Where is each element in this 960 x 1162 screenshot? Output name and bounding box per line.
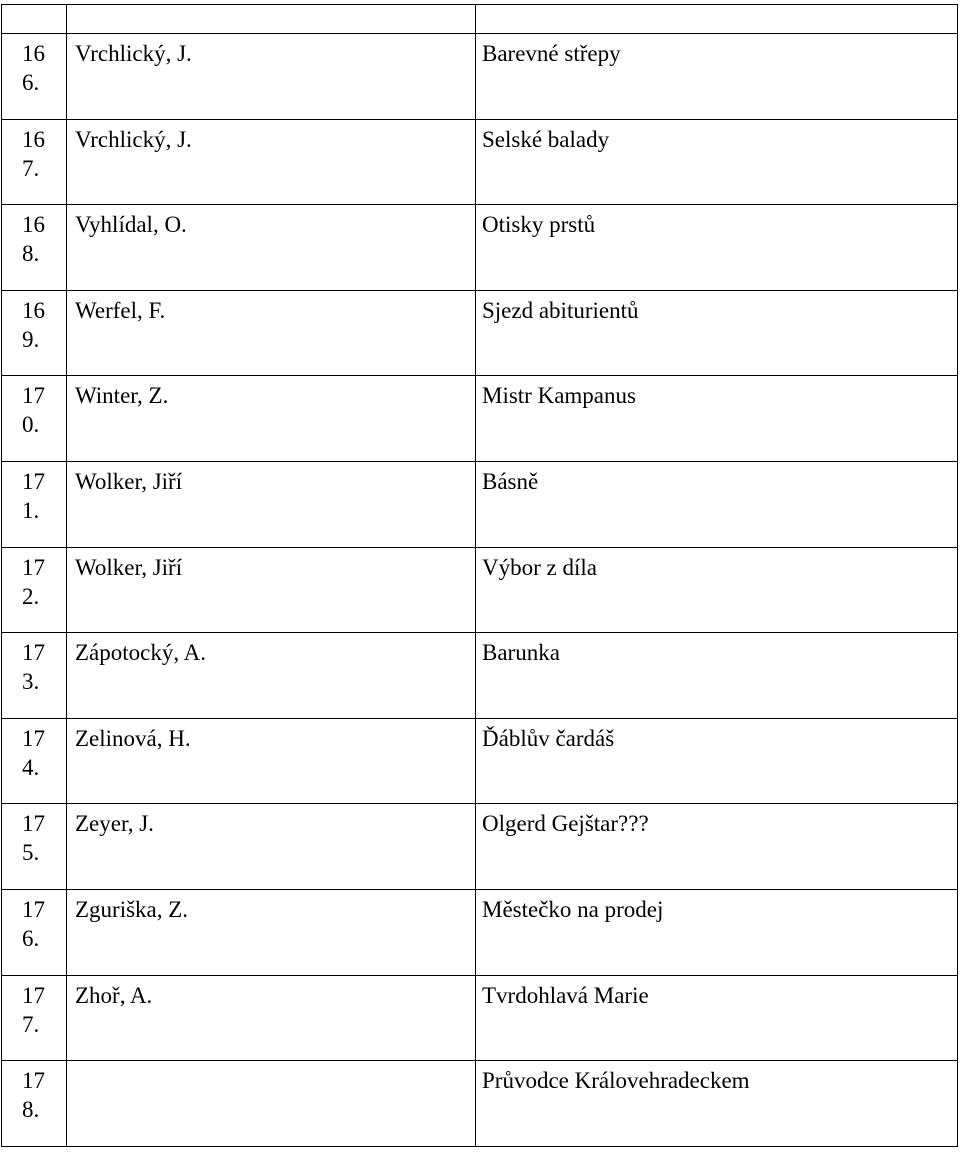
author-name: Werfel, F. — [75, 297, 166, 323]
table-row — [2, 376, 958, 462]
row-number: 166. — [22, 41, 45, 95]
row-number-cell — [2, 718, 67, 804]
author-name — [67, 1061, 475, 1066]
title-cell — [476, 376, 958, 462]
row-number: 171. — [22, 468, 45, 523]
author-name: Wolker, Jiří — [75, 468, 183, 494]
table-row — [2, 975, 958, 1061]
author-name: Zhoř, A. — [75, 982, 153, 1008]
row-number: 178. — [22, 1068, 45, 1123]
row-number-cell — [2, 290, 67, 376]
book-title: Barunka — [482, 640, 560, 666]
author-name: Zeyer, J. — [75, 811, 154, 837]
title-cell — [476, 290, 958, 376]
row-number: 177. — [22, 982, 45, 1037]
title-cell — [476, 34, 958, 120]
book-title: Selské balady — [482, 126, 610, 152]
author-cell — [67, 119, 476, 205]
row-number-cell — [2, 34, 67, 120]
row-number: 172. — [22, 554, 45, 609]
row-number-cell — [2, 1061, 67, 1147]
book-title: Sjezd abiturientů — [482, 297, 639, 323]
header-cell-author — [67, 5, 476, 34]
row-number: 168. — [22, 212, 45, 267]
row-number-cell — [2, 633, 67, 719]
book-title: Básně — [482, 468, 539, 494]
table-row — [2, 205, 958, 291]
row-number: 167. — [22, 126, 45, 181]
author-cell — [67, 633, 476, 719]
title-cell — [476, 633, 958, 719]
row-number-cell — [2, 975, 67, 1061]
title-cell — [476, 718, 958, 804]
author-name: Zguriška, Z. — [75, 896, 189, 922]
author-cell — [67, 205, 476, 291]
row-number-cell — [2, 376, 67, 462]
title-cell — [476, 205, 958, 291]
table-row — [2, 889, 958, 975]
author-name: Wolker, Jiří — [75, 554, 183, 580]
author-name: Vrchlický, J. — [75, 126, 192, 152]
author-cell — [67, 804, 476, 890]
row-number-cell — [2, 889, 67, 975]
book-title: Městečko na prodej — [482, 896, 664, 922]
author-cell — [67, 718, 476, 804]
table-row — [2, 119, 958, 205]
author-cell — [67, 547, 476, 633]
book-title: Mistr Kampanus — [482, 383, 636, 409]
row-number: 173. — [22, 640, 45, 695]
table-row — [2, 461, 958, 547]
table-row — [2, 1061, 958, 1147]
row-number-cell — [2, 804, 67, 890]
row-number-cell — [2, 547, 67, 633]
title-cell — [476, 889, 958, 975]
book-title: Otisky prstů — [482, 212, 596, 238]
author-cell — [67, 461, 476, 547]
table-row — [2, 547, 958, 633]
book-list-table — [1, 4, 958, 1147]
row-number-cell — [2, 461, 67, 547]
title-cell — [476, 804, 958, 890]
author-cell — [67, 1061, 476, 1147]
row-number-cell — [2, 205, 67, 291]
book-title: Výbor z díla — [482, 554, 597, 580]
author-cell — [67, 376, 476, 462]
row-number: 169. — [22, 297, 45, 352]
row-number: 170. — [22, 383, 45, 438]
table-row — [2, 718, 958, 804]
author-cell — [67, 34, 476, 120]
table-row — [2, 34, 958, 120]
row-number-cell — [2, 119, 67, 205]
author-cell — [67, 975, 476, 1061]
author-name: Vrchlický, J. — [75, 41, 192, 66]
book-title: Tvrdohlavá Marie — [482, 982, 649, 1008]
book-title: Barevné střepy — [482, 41, 621, 66]
author-name: Winter, Z. — [75, 383, 169, 409]
book-title: Ďáblův čardáš — [482, 725, 615, 751]
author-name: Zelinová, H. — [75, 725, 191, 751]
author-name: Vyhlídal, O. — [75, 212, 187, 238]
title-cell — [476, 547, 958, 633]
header-cell-number — [2, 5, 67, 34]
title-cell — [476, 119, 958, 205]
title-cell — [476, 975, 958, 1061]
author-cell — [67, 889, 476, 975]
table-row — [2, 804, 958, 890]
header-row — [2, 5, 958, 34]
table-row — [2, 290, 958, 376]
book-title: Olgerd Gejštar??? — [482, 811, 649, 837]
row-number: 176. — [22, 896, 45, 951]
author-cell — [67, 290, 476, 376]
row-number: 175. — [22, 811, 45, 866]
title-cell — [476, 1061, 958, 1147]
row-number: 174. — [22, 725, 45, 780]
table-row — [2, 633, 958, 719]
header-cell-title — [476, 5, 958, 34]
book-title: Průvodce Královehradeckem — [482, 1068, 750, 1094]
author-name: Zápotocký, A. — [75, 640, 206, 666]
title-cell — [476, 461, 958, 547]
